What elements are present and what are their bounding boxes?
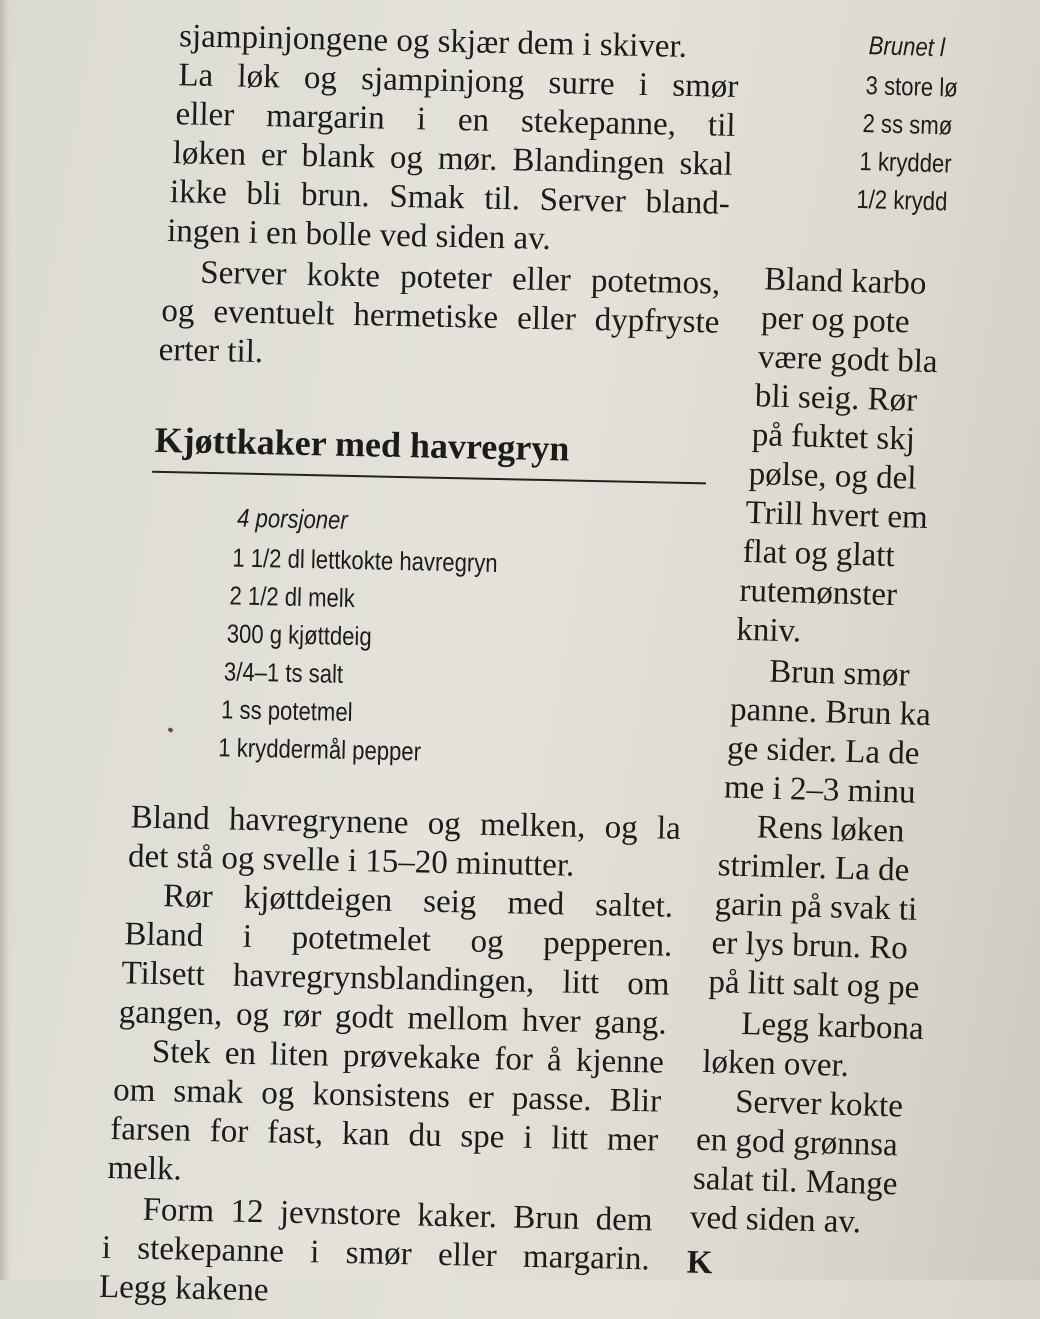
- text-line: garin på svak ti: [714, 886, 918, 928]
- text-line: Bland havregrynene og melken, og la: [130, 799, 682, 847]
- text-line: Bland karbo: [763, 261, 927, 302]
- text-line: Rør kjøttdeigen seig med saltet.: [162, 878, 674, 925]
- ingredient-item: 3/4–1 ts salt: [223, 656, 344, 689]
- ingredient-item: 1 krydder: [859, 145, 953, 179]
- text-line: me i 2–3 minu: [723, 769, 917, 811]
- text-line: Rens løken: [756, 809, 905, 850]
- text-line: løken over.: [701, 1043, 850, 1085]
- text-line: rutemønster: [739, 572, 898, 614]
- text-line: melk.: [107, 1149, 183, 1188]
- text-line: ge sider. La de: [726, 730, 920, 772]
- text-line: det stå og svelle i 15–20 minutter.: [127, 838, 575, 884]
- right-column: [686, 0, 1040, 1282]
- text-line: gangen, og rør godt mellom hver gang.: [118, 994, 668, 1042]
- text-line: løken er blank og mør. Blandingen skal: [172, 135, 734, 183]
- text-line: ved siden av.: [689, 1199, 862, 1241]
- text-line: K: [686, 1244, 713, 1282]
- ingredient-item: 1/2 krydd: [856, 183, 948, 217]
- text-line: panne. Brun ka: [729, 691, 932, 734]
- title-rule: [152, 471, 706, 485]
- recipe-title: Kjøttkaker med havregryn: [154, 419, 570, 469]
- text-line: er lys brun. Ro: [711, 925, 909, 967]
- text-line: per og pote: [760, 300, 911, 341]
- left-column: [98, 0, 740, 1309]
- text-line: Stek en liten prøvekake for å kjenne: [151, 1033, 665, 1081]
- text-line: Form 12 jevnstore kaker. Brun dem: [142, 1191, 653, 1239]
- ingredient-heading: Brunet l: [868, 30, 946, 63]
- text-line: pølse, og del: [748, 455, 917, 497]
- text-line: Tilsett havregrynsblandingen, litt om: [121, 955, 670, 1003]
- text-line: være godt bla: [757, 339, 939, 381]
- text-line: om smak og konsistens er passe. Blir: [112, 1072, 662, 1120]
- text-line: kniv.: [735, 611, 802, 650]
- text-line: farsen for fast, kan du spe i litt mer: [109, 1111, 659, 1159]
- text-line: Legg kakene: [98, 1268, 269, 1309]
- text-line: en god grønnsa: [695, 1121, 899, 1164]
- text-line: La løk og sjampinjong surre i smør: [178, 57, 739, 105]
- text-line: eller margarin i en stekepanne, til: [175, 96, 736, 144]
- text-line: flat og glatt: [742, 533, 896, 575]
- text-line: på litt salt og pe: [708, 964, 920, 1006]
- text-line: Brun smør: [768, 653, 910, 694]
- text-line: erter til.: [158, 331, 264, 371]
- text-line: Server kokte: [734, 1083, 904, 1125]
- text-line: sjampinjongene og skjær dem i skiver.: [178, 18, 688, 65]
- text-line: ingen i en bolle ved siden av.: [166, 213, 552, 258]
- text-line: og eventuelt hermetiske eller dypfryste: [161, 292, 720, 341]
- text-line: Bland i potetmelet og pepperen.: [124, 916, 673, 964]
- ink-speck: [167, 727, 173, 733]
- text-line: ikke bli brun. Smak til. Server bland-: [169, 174, 731, 222]
- ingredient-item: 1 1/2 dl lettkokte havregryn: [232, 542, 498, 579]
- portions: 4 porsjoner: [236, 502, 349, 535]
- text-line: på fuktet skj: [751, 417, 916, 458]
- text-line: Server kokte poteter eller potetmos,: [199, 254, 721, 302]
- ingredient-item: 1 ss potetmel: [220, 694, 353, 728]
- text-line: strimler. La de: [717, 847, 910, 889]
- ingredient-item: 2 1/2 dl melk: [229, 580, 356, 614]
- page-edge-shadow: [0, 0, 10, 1280]
- text-line: i stekepanne i smør eller margarin.: [101, 1229, 651, 1278]
- ingredient-item: 3 store lø: [865, 70, 959, 103]
- text-line: Trill hvert em: [745, 494, 929, 536]
- ingredient-item: 2 ss smø: [862, 108, 953, 141]
- text-line: Legg karbona: [740, 1006, 925, 1048]
- ingredient-item: 300 g kjøttdeig: [226, 618, 373, 652]
- text-line: salat til. Mange: [692, 1160, 898, 1203]
- text-line: bli seig. Rør: [754, 378, 918, 419]
- ingredient-item: 1 kryddermål pepper: [218, 732, 422, 767]
